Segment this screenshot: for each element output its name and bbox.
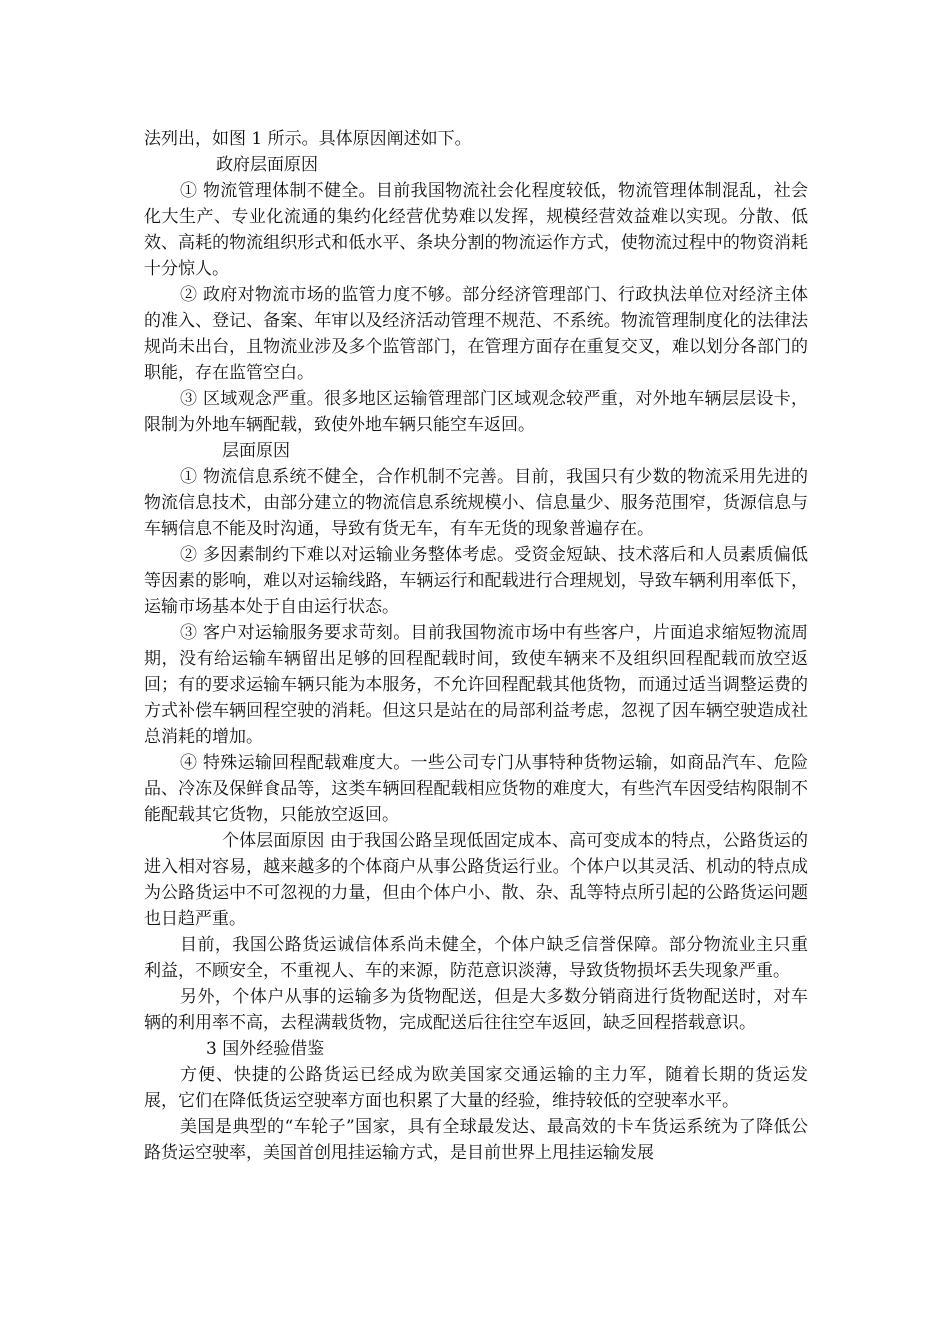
paragraph-individual-3: 另外，个体户从事的运输多为货物配送，但是大多数分销商进行货物配送时，对车辆的利用率不高，去程满载货物，完成配送后往往空车返回，缺乏回程搭载意识。	[144, 987, 808, 1033]
paragraph-foreign-2: 美国是典型的“车轮子”国家，具有全球最发达、最高效的卡车货运系统为了降低公路货运空驶率，美国首创甩挂运输方式，是目前世界上甩挂运输发展	[144, 1117, 808, 1163]
paragraph-intro: 法列出，如图 1 所示。具体原因阐述如下。	[144, 129, 472, 149]
paragraph-gov-1: ① 物流管理体制不健全。目前我国物流社会化程度较低，物流管理体制混乱，社会化大生产、专业化流通的集约化经营优势难以发挥，规模经营效益难以实现。分散、低效、高耗的物流组织形式和低水平、条块分割的物流运作方式，使物流过程中的物资消耗十分惊人。	[144, 181, 808, 279]
paragraph-level-2: ② 多因素制约下难以对运输业务整体考虑。受资金短缺、技术落后和人员素质偏低等因素的影响，难以对运输线路，车辆运行和配载进行合理规划，导致车辆利用率低下，运输市场基本处于自由运行状态。	[144, 545, 808, 617]
heading-government-reasons: 政府层面原因	[216, 155, 318, 175]
paragraph-level-3: ③ 客户对运输服务要求苛刻。目前我国物流市场中有些客户，片面追求缩短物流周期，没有给运输车辆留出足够的回程配载时间，致使车辆来不及组织回程配载而放空返回；有的要求运输车辆只能为本服务，不允许回程配载其他货物，而通过适当调整运费的方式补偿车辆回程空驶的消耗。但这只是站在的局部利益考虑，忽视了因车辆空驶造成社总消耗的增加。	[144, 623, 808, 747]
paragraph-individual-2: 目前，我国公路货运诚信体系尚未健全，个体户缺乏信誉保障。部分物流业主只重利益，不顾安全，不重视人、车的来源，防范意识淡薄，导致货物损坏丢失现象严重。	[144, 935, 808, 981]
document-page	[144, 126, 808, 1166]
section-heading-foreign-experience: 3 国外经验借鉴	[206, 1039, 325, 1059]
paragraph-gov-2: ② 政府对物流市场的监管力度不够。部分经济管理部门、行政执法单位对经济主体的准入、登记、备案、年审以及经济活动管理不规范、不系统。物流管理制度化的法律法规尚未出台，且物流业涉及多个监管部门，在管理方面存在重复交叉，难以划分各部门的职能，存在监管空白。	[144, 285, 808, 383]
paragraph-level-4: ④ 特殊运输回程配载难度大。一些公司专门从事特种货物运输，如商品汽车、危险品、冷冻及保鲜食品等，这类车辆回程配载相应货物的难度大，有些汽车因受结构限制不能配载其它货物，只能放空返回。	[144, 753, 808, 825]
paragraph-foreign-1: 方便、快捷的公路货运已经成为欧美国家交通运输的主力军，随着长期的货运发展，它们在降低货运空驶率方面也积累了大量的经验，维持较低的空驶率水平。	[144, 1065, 808, 1111]
paragraph-individual-reasons: 个体层面原因 由于我国公路呈现低固定成本、高可变成本的特点，公路货运的进入相对容易，越来越多的个体商户从事公路货运行业。个体户以其灵活、机动的特点成为公路货运中不可忽视的力量，但由个体户小、散、杂、乱等特点所引起的公路货运问题也日趋严重。	[144, 831, 808, 929]
paragraph-gov-3: ③ 区域观念严重。很多地区运输管理部门区域观念较严重，对外地车辆层层设卡，限制为外地车辆配载，致使外地车辆只能空车返回。	[144, 389, 808, 435]
heading-level-reasons: 层面原因	[222, 441, 290, 461]
paragraph-level-1: ① 物流信息系统不健全，合作机制不完善。目前，我国只有少数的物流采用先进的物流信息技术，由部分建立的物流信息系统规模小、信息量少、服务范围窄，货源信息与车辆信息不能及时沟通，导致有货无车，有车无货的现象普遍存在。	[144, 467, 808, 539]
